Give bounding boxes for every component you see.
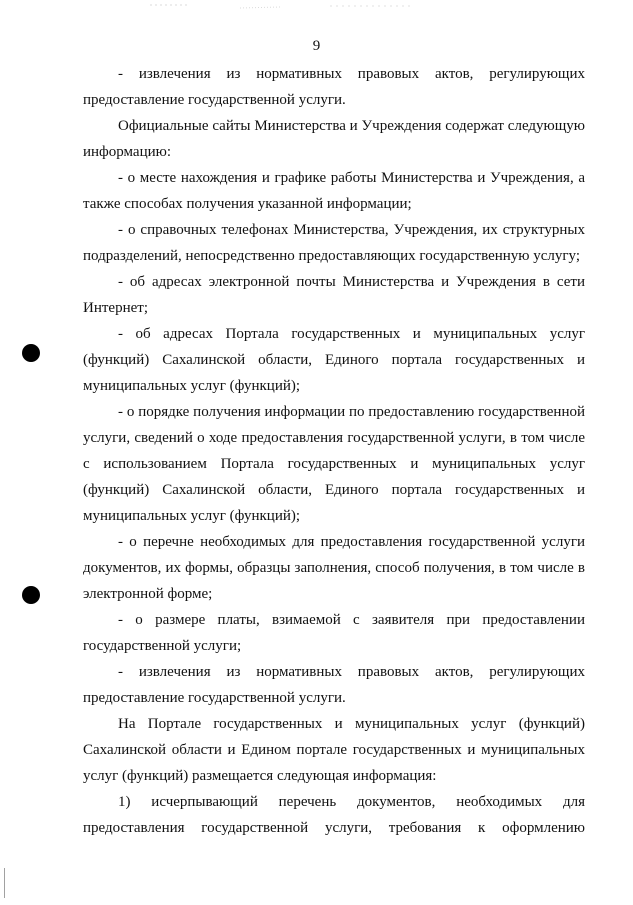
text-line: подразделений, непосредственно предоставляющих государственную услугу; <box>83 248 581 264</box>
text-line: муниципальных услуг (функций); <box>83 508 301 524</box>
punch-hole <box>22 586 40 604</box>
scan-artifact <box>150 2 470 12</box>
text-line: информацию: <box>83 144 172 160</box>
text-line: - об адресах Портала государственных и муниципальных услуг <box>118 326 585 342</box>
text-line: - о размере платы, взимаемой с заявителя при предоставлении <box>118 612 585 628</box>
text-line: Официальные сайты Министерства и Учреждения содержат следующую <box>118 118 585 134</box>
scan-edge-mark <box>4 868 5 898</box>
text-line: Сахалинской области и Едином портале государственных и муниципальных <box>83 742 585 758</box>
text-line: На Портале государственных и муниципальных услуг (функций) <box>118 716 585 732</box>
text-line: - извлечения из нормативных правовых актов, регулирующих <box>118 66 585 82</box>
text-line: предоставления государственной услуги, требования к оформлению <box>83 820 585 836</box>
text-line: - о порядке получения информации по предоставлению государственной <box>118 404 585 420</box>
text-line: с использованием Портала государственных и муниципальных услуг <box>83 456 585 472</box>
text-line: Интернет; <box>83 300 148 316</box>
text-line: также способах получения указанной информации; <box>83 196 412 212</box>
text-line: - о перечне необходимых для предоставления государственной услуги <box>118 534 585 550</box>
punch-hole <box>22 344 40 362</box>
text-line: - об адресах электронной почты Министерства и Учреждения в сети <box>118 274 585 290</box>
text-line: муниципальных услуг (функций); <box>83 378 301 394</box>
text-line: 1) исчерпывающий перечень документов, необходимых для <box>118 794 585 810</box>
text-line: электронной форме; <box>83 586 213 602</box>
text-line: (функций) Сахалинской области, Единого портала государственных и <box>83 482 585 498</box>
text-line: документов, их формы, образцы заполнения, способ получения, в том числе в <box>83 560 585 576</box>
text-line: услуг (функций) размещается следующая информация: <box>83 768 437 784</box>
text-line: - извлечения из нормативных правовых актов, регулирующих <box>118 664 585 680</box>
text-line: предоставление государственной услуги. <box>83 690 346 706</box>
page-number: 9 <box>312 38 321 54</box>
text-line: (функций) Сахалинской области, Единого портала государственных и <box>83 352 585 368</box>
text-line: - о справочных телефонах Министерства, Учреждения, их структурных <box>118 222 585 238</box>
text-line: государственной услуги; <box>83 638 242 654</box>
text-line: предоставление государственной услуги. <box>83 92 346 108</box>
text-line: - о месте нахождения и графике работы Министерства и Учреждения, а <box>118 170 585 186</box>
text-line: услуги, сведений о ходе предоставления государственной услуги, в том числе <box>83 430 585 446</box>
